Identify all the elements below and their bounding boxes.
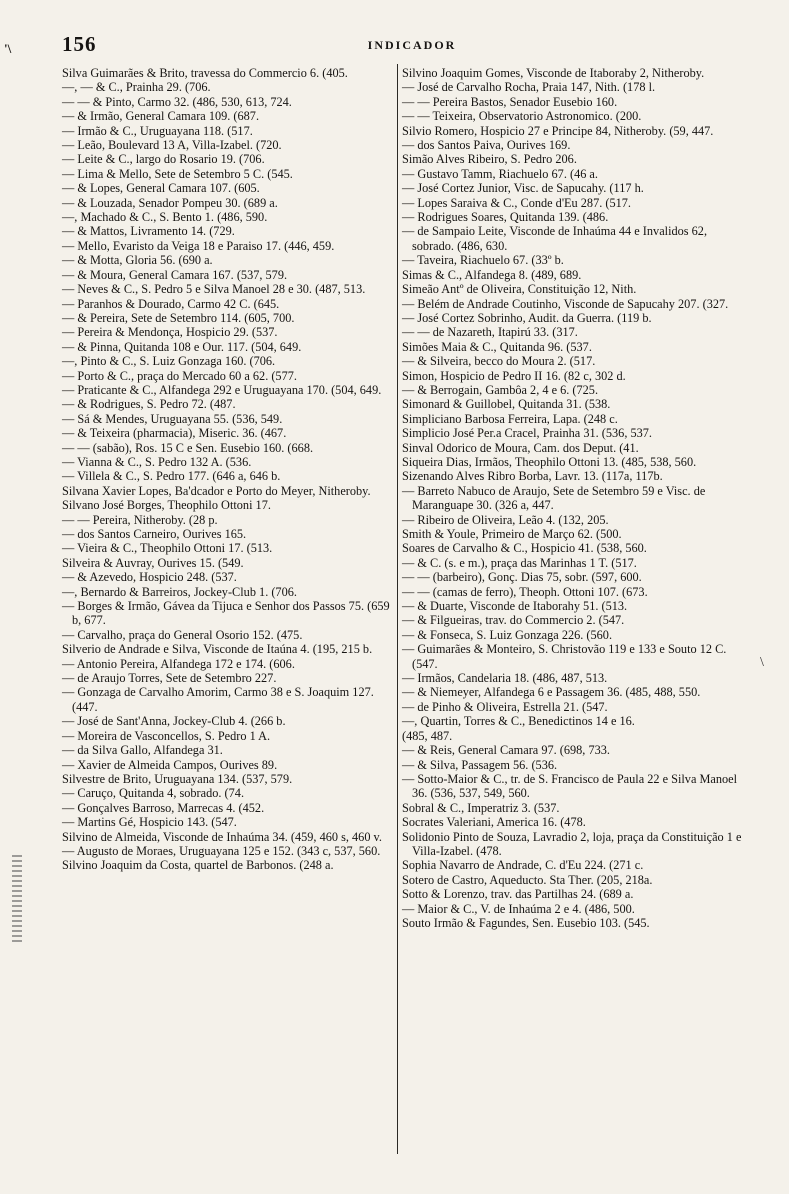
directory-entry: — Sá & Mendes, Uruguayana 55. (536, 549. <box>62 411 283 426</box>
directory-entry: — & Irmão, General Camara 109. (687. <box>62 109 260 124</box>
directory-entry: — Villela & C., S. Pedro 177. (646 a, 646 b. <box>62 469 281 484</box>
directory-entry: Sizenando Alves Ribro Borba, Lavr. 13. (117a, 117b. <box>402 469 663 484</box>
directory-entry: Silvino Joaquim Gomes, Visconde de Itaboraby 2, Nitheroby. <box>402 66 705 80</box>
directory-entry: — Maior & C., V. de Inhaúma 2 e 4. (486, 500. <box>402 901 635 916</box>
directory-entry: Silvino Joaquim da Costa, quartel de Barbonos. (248 a. <box>62 858 334 873</box>
directory-entry: — Sotto-Maior & C., tr. de S. Francisco de Paula 22 e Silva Manoel 36. (536, 537, 549, 560. <box>402 771 738 801</box>
directory-entry: (485, 487. <box>402 728 453 743</box>
directory-entry: Silveira & Auvray, Ourives 15. (549. <box>62 555 244 570</box>
directory-entry: Simonard & Guillobel, Quitanda 31. (538. <box>402 397 611 412</box>
directory-entry: — & Fonseca, S. Luiz Gonzaga 226. (560. <box>402 627 613 642</box>
directory-entry: Silvana Xavier Lopes, Ba'dcador e Porto do Meyer, Nitheroby. <box>62 483 371 498</box>
running-head: INDICADOR <box>367 38 457 52</box>
directory-entry: — José Cortez Sobrinho, Audit. da Guerra. (119 b. <box>402 310 652 325</box>
directory-entry: Simões Maia & C., Quitanda 96. (537. <box>402 339 592 354</box>
directory-entry: — Caruço, Quitanda 4, sobrado. (74. <box>62 786 245 801</box>
directory-entry: — dos Santos Carneiro, Ourives 165. <box>62 527 247 541</box>
directory-entry: — Taveira, Riachuelo 67. (33º b. <box>402 253 564 268</box>
directory-entry: —, — & C., Prainha 29. (706. <box>62 80 211 95</box>
directory-entry: Simon, Hospicio de Pedro II 16. (82 c, 302 d. <box>402 368 626 383</box>
directory-entry: Simeão Antº de Oliveira, Constituição 12, Nith. <box>402 282 637 297</box>
directory-entry: Sophia Navarro de Andrade, C. d'Eu 224. (271 c. <box>402 858 644 873</box>
directory-entry: Sinval Odorico de Moura, Cam. dos Deput. (41. <box>402 440 639 455</box>
directory-entry: — & Silveira, becco do Moura 2. (517. <box>402 354 596 369</box>
page-header <box>62 32 762 58</box>
directory-entry: — & Pereira, Sete de Setembro 114. (605, 700. <box>62 310 295 325</box>
directory-entry: —, Pinto & C., S. Luiz Gonzaga 160. (706. <box>62 354 276 369</box>
directory-entry: — & Rodrigues, S. Pedro 72. (487. <box>62 397 236 412</box>
directory-entry: — & Louzada, Senador Pompeu 30. (689 a. <box>62 195 278 210</box>
directory-entry: — & Berrogain, Gambôa 2, 4 e 6. (725. <box>402 382 599 397</box>
directory-entry: — Paranhos & Dourado, Carmo 42 C. (645. <box>62 296 280 311</box>
directory-entry: — & Moura, General Camara 167. (537, 579. <box>62 267 288 282</box>
directory-entry: — Gustavo Tamm, Riachuelo 67. (46 a. <box>402 166 598 181</box>
directory-entry: Simplicio José Per.a Cracel, Prainha 31. (536, 537. <box>402 426 652 441</box>
directory-entry: —, Quartin, Torres & C., Benedictinos 14 e 16. <box>402 714 635 729</box>
directory-entry: — Carvalho, praça do General Osorio 152. (475. <box>62 627 303 642</box>
directory-entry: — Augusto de Moraes, Uruguayana 125 e 152. (343 c, 537, 560. <box>62 843 381 858</box>
directory-entry: — Moreira de Vasconcellos, S. Pedro 1 A. <box>62 728 271 743</box>
directory-entry: — Ribeiro de Oliveira, Leão 4. (132, 205. <box>402 512 609 527</box>
directory-entry: — — & Pinto, Carmo 32. (486, 530, 613, 724. <box>62 94 292 109</box>
directory-entry: — Antonio Pereira, Alfandega 172 e 174. (606. <box>62 656 295 671</box>
directory-entry: — José Cortez Junior, Visc. de Sapucahy. (117 h. <box>402 181 644 196</box>
directory-entry: Simão Alves Ribeiro, S. Pedro 206. <box>402 152 577 167</box>
directory-entry: — Gonçalves Barroso, Marrecas 4. (452. <box>62 800 265 815</box>
margin-stain <box>12 855 22 945</box>
directory-entry: Silvio Romero, Hospicio 27 e Principe 84, Nitheroby. (59, 447. <box>402 123 714 138</box>
corner-mark: '\ <box>4 41 12 56</box>
directory-entry: — José de Sant'Anna, Jockey-Club 4. (266 b. <box>62 714 286 729</box>
directory-entry: — & Duarte, Visconde de Itaborahy 51. (513. <box>402 599 628 614</box>
directory-entry: Simpliciano Barbosa Ferreira, Lapa. (248 c. <box>402 411 618 426</box>
directory-entry: — Lima & Mello, Sete de Setembro 5 C. (545. <box>62 166 293 181</box>
directory-entry: — & Azevedo, Hospicio 248. (537. <box>62 570 237 585</box>
page-number: 156 <box>62 32 97 56</box>
directory-entry: Silvino de Almeida, Visconde de Inhaúma 34. (459, 460 s, 460 v. <box>62 829 382 844</box>
directory-entry: — — (sabão), Ros. 15 C e Sen. Eusebio 160. (668. <box>62 440 314 455</box>
directory-entry: — Martins Gé, Hospicio 143. (547. <box>62 815 237 830</box>
directory-entry: — Pereira & Mendonça, Hospicio 29. (537. <box>62 325 278 340</box>
directory-entry: Sotto & Lorenzo, trav. das Partilhas 24. (689 a. <box>402 887 634 902</box>
directory-entry: — Lopes Saraiva & C., Conde d'Eu 287. (517. <box>402 195 631 210</box>
directory-entry: — de Pinho & Oliveira, Estrella 21. (547. <box>402 699 608 714</box>
margin-tick-mark: \ <box>760 655 764 670</box>
directory-entry: — Leão, Boulevard 13 A, Villa-Izabel. (720. <box>62 138 282 153</box>
directory-entry: — Praticante & C., Alfandega 292 e Uruguayana 170. (504, 649. <box>62 382 382 397</box>
directory-entry: — & Lopes, General Camara 107. (605. <box>62 181 260 196</box>
directory-entry: — Neves & C., S. Pedro 5 e Silva Manoel 28 e 30. (487, 513. <box>62 282 366 297</box>
directory-entry: — Irmãos, Candelaria 18. (486, 487, 513. <box>402 671 608 686</box>
directory-entry: —, Machado & C., S. Bento 1. (486, 590. <box>62 210 268 225</box>
directory-entry: — — Pereira, Nitheroby. (28 p. <box>62 512 218 527</box>
directory-entry: — Rodrigues Soares, Quitanda 139. (486. <box>402 210 609 225</box>
directory-entry: — José de Carvalho Rocha, Praia 147, Nith. (178 l. <box>402 80 656 95</box>
directory-entry: — Xavier de Almeida Campos, Ourives 89. <box>62 757 278 772</box>
directory-entry: — Gonzaga de Carvalho Amorim, Carmo 38 e S. Joaquim 127. (447. <box>62 685 374 714</box>
directory-entry: — Barreto Nabuco de Araujo, Sete de Setembro 59 e Visc. de Maranguape 30. (326 a, 447. <box>402 483 706 513</box>
directory-entry: — & Silva, Passagem 56. (536. <box>402 757 558 772</box>
left-column <box>62 66 398 873</box>
directory-entry: Siqueira Dias, Irmãos, Theophilo Ottoni 13. (485, 538, 560. <box>402 454 697 469</box>
directory-entry: — — Pereira Bastos, Senador Eusebio 160. <box>402 94 618 109</box>
directory-entry: — Belém de Andrade Coutinho, Visconde de Sapucahy 207. (327. <box>402 296 729 311</box>
directory-entry: — de Araujo Torres, Sete de Setembro 227. <box>62 671 277 686</box>
directory-entry: — — de Nazareth, Itapirú 33. (317. <box>402 325 578 340</box>
directory-entry: — — (barbeiro), Gonç. Dias 75, sobr. (597, 600. <box>402 570 642 585</box>
directory-entry: — Leite & C., largo do Rosario 19. (706. <box>62 152 265 167</box>
directory-entry: — Vieira & C., Theophilo Ottoni 17. (513. <box>62 541 273 556</box>
directory-entry: Silverio de Andrade e Silva, Visconde de Itaúna 4. (195, 215 b. <box>62 642 373 657</box>
directory-entry: — — Teixeira, Observatorio Astronomico. (200. <box>402 109 642 124</box>
directory-entry: —, Bernardo & Barreiros, Jockey-Club 1. (706. <box>62 584 297 599</box>
directory-entry: — Vianna & C., S. Pedro 132 A. (536. <box>62 454 252 469</box>
directory-entry: — de Sampaio Leite, Visconde de Inhaúma 44 e Invalidos 62, sobrado. (486, 630. <box>402 224 708 253</box>
directory-entry: — & Niemeyer, Alfandega 6 e Passagem 36. (485, 488, 550. <box>402 685 701 700</box>
directory-entry: — & Mattos, Livramento 14. (729. <box>62 224 235 239</box>
directory-entry: — Irmão & C., Uruguayana 118. (517. <box>62 123 253 138</box>
directory-entry: Sotero de Castro, Aqueducto. Sta Ther. (205, 218a. <box>402 872 653 887</box>
directory-entry: — & Teixeira (pharmacia), Miseric. 36. (467. <box>62 426 287 441</box>
right-column <box>402 66 747 930</box>
directory-entry: — Borges & Irmão, Gávea da Tijuca e Senhor dos Passos 75. (659 b, 677. <box>62 599 390 628</box>
directory-entry: — & Motta, Gloria 56. (690 a. <box>62 253 213 268</box>
directory-entry: — Guimarães & Monteiro, S. Christovão 119 e 133 e Souto 12 C. (547. <box>402 642 727 671</box>
directory-entry: Silvestre de Brito, Uruguayana 134. (537, 579. <box>62 771 293 786</box>
directory-entry: Souto Irmão & Fagundes, Sen. Eusebio 103. (545. <box>402 915 650 930</box>
directory-entry: Simas & C., Alfandega 8. (489, 689. <box>402 267 582 282</box>
directory-entry: — & C. (s. e m.), praça das Marinhas 1 T. (517. <box>402 555 637 570</box>
directory-entry: Silva Guimarães & Brito, travessa do Commercio 6. (405. <box>62 66 348 80</box>
directory-entry: Solidonio Pinto de Souza, Lavradio 2, loja, praça da Constituição 1 e Villa-Izabel. (478. <box>402 829 742 858</box>
directory-entry: Socrates Valeriani, America 16. (478. <box>402 815 586 830</box>
directory-entry: — Mello, Evaristo da Veiga 18 e Paraiso 17. (446, 459. <box>62 238 335 253</box>
directory-entry: Smith & Youle, Primeiro de Março 62. (500. <box>402 527 622 541</box>
column-divider <box>397 64 398 1154</box>
directory-entry: — & Pinna, Quitanda 108 e Our. 117. (504, 649. <box>62 339 302 354</box>
directory-entry: — — (camas de ferro), Theoph. Ottoni 107. (673. <box>402 584 648 599</box>
directory-entry: — & Reis, General Camara 97. (698, 733. <box>402 743 610 758</box>
directory-entry: — Porto & C., praça do Mercado 60 a 62. (577. <box>62 368 297 383</box>
directory-entry: Silvano José Borges, Theophilo Ottoni 17. <box>62 498 271 513</box>
directory-entry: — dos Santos Paiva, Ourives 169. <box>402 138 571 153</box>
directory-entry: — & Filgueiras, trav. do Commercio 2. (547. <box>402 613 625 628</box>
directory-entry: Sobral & C., Imperatriz 3. (537. <box>402 800 560 815</box>
directory-entry: — da Silva Gallo, Alfandega 31. <box>62 743 223 758</box>
directory-entry: Soares de Carvalho & C., Hospicio 41. (538, 560. <box>402 541 647 556</box>
